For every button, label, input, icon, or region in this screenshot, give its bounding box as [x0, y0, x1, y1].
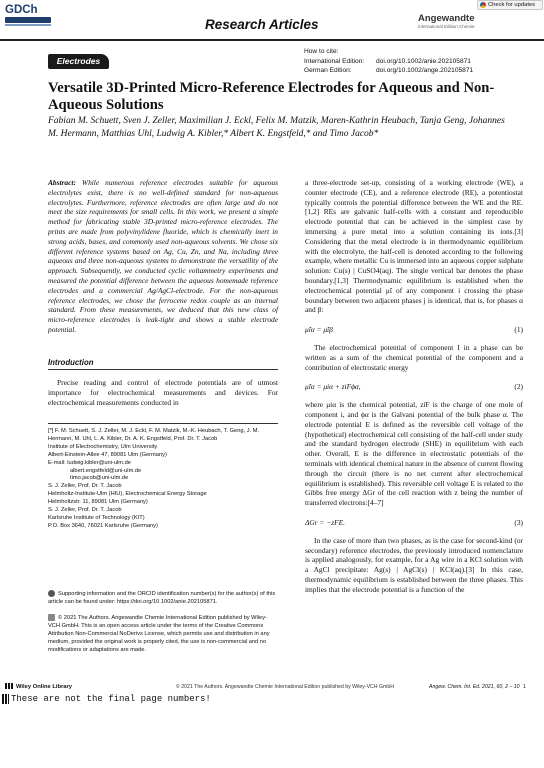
equation-1-body: μ̃iα = μ̃iβ [305, 325, 333, 335]
footnote-line: Institute of Electrochemistry, Ulm University [48, 443, 158, 450]
supporting-info-text[interactable]: Supporting information and the ORCID identification number(s) for the author(s) of this article can be found under: https://doi.org/10.1002/anie.202105871. [48, 591, 276, 605]
barcode-icon [2, 694, 9, 704]
gdch-logo-bar [5, 17, 51, 23]
paragraph: In the case of more than two phases, as is the case for second-kind (or secondary) reference electrodes, the previously introduced nomenclature is applied analogously, for example, for a Ag wire in a KCl solution with a AgCl precipitate: Ag(s) | AgCl(s) | KCl(aq).[3] In this case, thermodynamic equilibrium is established between the three phases. This implies that the electrode potential is a function of the [305, 535, 523, 594]
affiliation-footnote [48, 428, 278, 531]
gdch-logo-text: GDCh [5, 4, 38, 16]
footnote-email[interactable]: timo.jacob@uni-ulm.de [70, 475, 129, 482]
equation-2-number: (2) [514, 382, 523, 392]
equation-2-body: μ̃iα = μiα + ziFϕα, [305, 382, 361, 392]
crossmark-icon [480, 2, 486, 8]
gdch-logo [5, 4, 51, 34]
footnote-line: Albert-Einstein-Allee 47, 89081 Ulm (Germany) [48, 451, 167, 458]
cite-german-row [304, 66, 473, 76]
paragraph: The electrochemical potential of component I in a phase can be written as a sum of the chemical potential of the component and a contribution of electrostatic energy [305, 342, 523, 372]
angewandte-logo [418, 13, 502, 35]
section-rule [48, 369, 278, 370]
license-note [48, 614, 278, 655]
footnote-line: S. J. Zeller, Prof. Dr. T. Jacob [48, 507, 122, 514]
introduction-text: Precise reading and control of electrode potentials are of utmost importance for electrochemical measurements and devices. For electrochemical measurements conducted in [48, 378, 278, 407]
cite-intl-row [304, 57, 473, 67]
footer-journal-citation: Angew. Chem. Int. Ed. 2021, 60, 2 – 10 [429, 684, 520, 690]
footnote-line: Helmholtzstr. 11, 89081 Ulm (Germany) [48, 499, 148, 506]
right-column [305, 178, 523, 594]
abstract-text: While numerous reference electrodes suitable for aqueous electrolytes exist, there is no well-defined standard for non-aqueous electrolytes. Furthermore, reference electrodes are often large and do not meet the size requirements for small cells. In this work, we present a simple method for fabricating stable 3D-printed micro-reference electrodes. The prints are made from polyvinylidene fluoride, which is chemically inert in strong acids, bases, and commonly used non-aqueous solvents. We chose six different reference systems based on Ag, Cu, Zn, and Na, including three aqueous and three non-aqueous systems to demonstrate the versatility of the approach. Subsequently, we conducted cyclic voltammetry experiments and measured the potential difference between the aqueous homemade reference electrodes and a commercial Ag/AgCl-electrode. For the non-aqueous reference electrodes, we chose the ferrocene redox couple as an internal standard. From these measurements, we deduced that this new class of micro-reference electrodes is leak-tight and shows a stable electrode potential. [48, 178, 278, 334]
footnote-line: Helmholtz-Institute-Ulm (HIU), Electrochemical Energy Storage [48, 491, 207, 498]
wiley-logo-icon [5, 683, 14, 689]
article-title: Versatile 3D-Printed Micro-Reference Electrodes for Aqueous and Non-Aqueous Solutions [48, 80, 495, 113]
cite-intl-doi-link[interactable]: doi.org/10.1002/anie.202105871 [376, 57, 471, 65]
equation-3-number: (3) [514, 517, 523, 527]
license-text: © 2021 The Authors. Angewandte Chemie International Edition published by Wiley-VCH GmbH. This is an open access article under the terms of the Creative Commons Attribution Non-Commercial NoDerivs License, which permits use and distribution in any medium, provided the original work is properly cited, the use is non-commercial and no modifications or adaptations are made. [48, 615, 270, 653]
cite-german-label: German Edition: [304, 67, 352, 75]
section-rubric: Electrodes [48, 54, 109, 69]
gdch-logo-underline [5, 24, 51, 26]
footnote-email[interactable]: albert.engstfeld@uni-ulm.de [70, 467, 142, 474]
angewandte-logo-name: Angewandte [418, 13, 475, 24]
equation-3-body: ΔGr = −zFE. [305, 517, 345, 527]
introduction-heading: Introduction [48, 358, 94, 367]
equation-2 [305, 382, 523, 392]
footer-copyright: © 2021 The Authors. Angewandte Chemie International Edition published by Wiley-VCH GmbH [176, 684, 394, 690]
footnote-rule [48, 423, 278, 424]
supporting-info-icon [48, 590, 55, 597]
abstract [48, 178, 278, 335]
equation-3 [305, 518, 523, 528]
footnote-line: [*] F. M. Schuett, S. J. Zeller, M. J. Eckl, F. M. Matzik, M.-K. Heubach, T. Geng, J. M. Hermann, M. Uhl, L. A. Kibler, Dr. A. K. Engstfeld, Prof. Dr. T. Jacob [48, 428, 260, 442]
check-updates-button[interactable] [477, 0, 543, 10]
check-updates-label: Check for updates [488, 2, 536, 8]
footnote-line: Karlsruhe Institute of Technology (KIT) [48, 514, 145, 521]
supporting-info-note [48, 590, 278, 607]
citation-block [304, 47, 473, 76]
footnote-email[interactable]: E-mail: ludwig.kibler@uni-ulm.de [48, 459, 131, 466]
affiliation-list [48, 428, 278, 531]
open-access-icon [48, 614, 55, 621]
footnote-line: P.O. Box 3640, 76021 Karlsruhe (Germany) [48, 522, 158, 529]
abstract-label: Abstract: [48, 178, 76, 187]
angewandte-logo-subtitle: International Edition Chemie [418, 24, 475, 29]
footnote-line: S. J. Zeller, Prof. Dr. T. Jacob [48, 483, 122, 490]
wiley-online-library-link[interactable]: Wiley Online Library [16, 684, 72, 690]
header-rule [0, 39, 544, 41]
journal-section-title: Research Articles [205, 17, 319, 32]
page-number: 1 [523, 684, 526, 690]
author-list: Fabian M. Schuett, Sven J. Zeller, Maximilian J. Eckl, Felix M. Matzik, Maren-Kathrin Heubach, Tanja Geng, Johannes M. Hermann, Matthias Uhl, Ludwig A. Kibler,* Albert K. Engstfeld,* and Timo Jacob* [48, 116, 505, 139]
cite-intl-label: International Edition: [304, 57, 365, 65]
cite-german-doi-link[interactable]: doi.org/10.1002/ange.202105871 [376, 67, 474, 75]
equation-1-number: (1) [514, 325, 523, 335]
cite-label: How to cite: [304, 48, 339, 55]
paragraph: where μiα is the chemical potential, ziF is the charge of one mole of component i, and ϕα is the Galvani potential of the bulk phase α. The electrode potential E is defined as the reversible cell voltage of the (hypothetical) electrochemical cell consisting of the half-cell under study and the standard hydrogen electrode (SHE) in equilibrium with each other. Overall, E is the difference in electrostatic potentials of the terminals with identical chemical nature in the absence of current flowing through the circuit (there is no net current after electrochemical equilibrium is established). This reversible cell voltage E is related to the Gibbs free energy ΔGr of the cell reaction with z being the number of transferred electrons:[4–7] [305, 400, 523, 508]
equation-1 [305, 325, 523, 335]
paragraph: a three-electrode set-up, consisting of a working electrode (WE), a counter electrode (CE), and a reference electrode (RE), a potentiostat typically controls the potential difference between the WE and the RE.[1,2] REs are galvanic half-cells with a constant and reproducible electrode potential that can be achieved in the simplest case by immersing a pure metal into a solution containing its ions.[3] Considering that the metal electrode is in thermodynamic equilibrium with the electrolyte, the half-cell is denoted according to the following example, where metallic Cu is immersed into an aqueous copper sulphate solution: Cu(s) | CuSO4(aq). The single vertical bar denotes the phase boundary.[1,3] Thermodynamic equilibrium is established when the electrochemical potential μ̃i of any component i crossing the phase boundary between two adjacent phases j is identical, that is, for phases α and β: [305, 178, 523, 315]
final-page-notice: These are not the final page numbers! [11, 694, 211, 704]
